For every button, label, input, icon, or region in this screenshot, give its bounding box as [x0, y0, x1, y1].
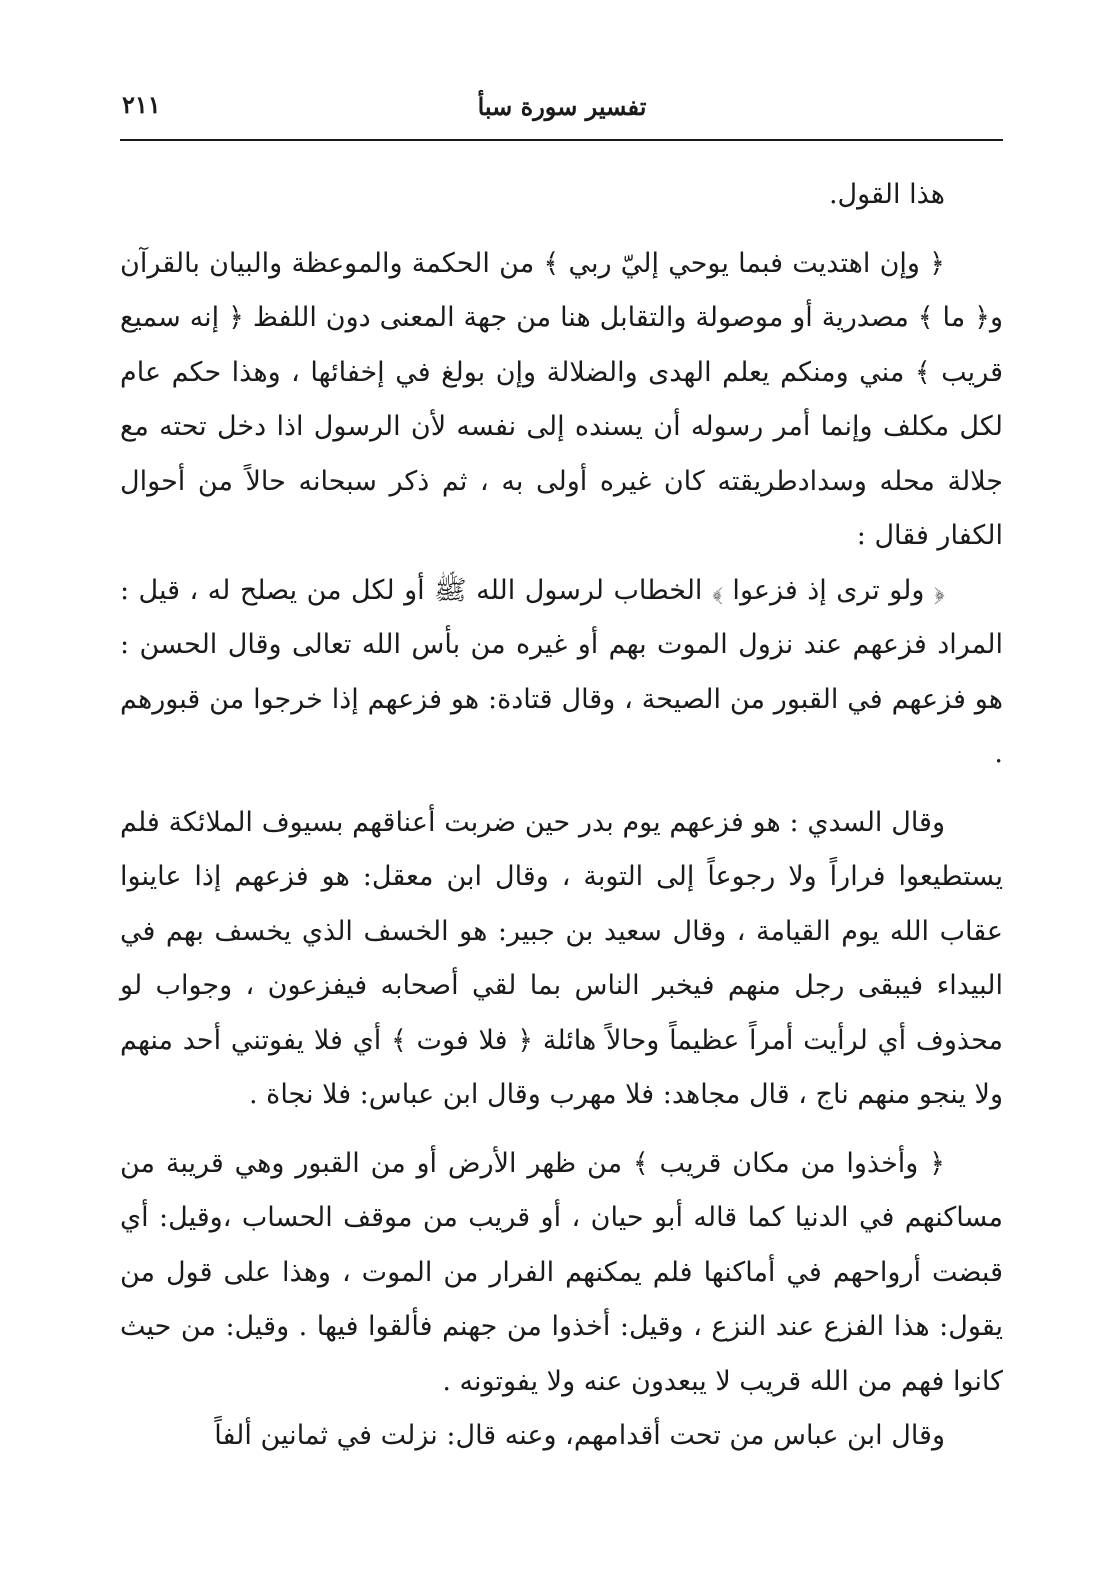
running-head — [122, 88, 1002, 132]
paragraph-ibn-abbas: وقال ابن عباس من تحت أقدامهم، وعنه قال: نزلت في ثمانين ألفاً — [214, 1420, 945, 1451]
commentary-body — [120, 168, 1003, 1464]
page-number: ٢١١ — [122, 90, 161, 119]
header-divider — [120, 139, 1003, 141]
paragraph-seized: ﴿ وأخذوا من مكان قريب ﴾ من ظهر الأرض أو من القبور وهي قريبة من مساكنهم في الدنيا كما قاله أبو حيان ، أو قريب من موقف الحساب ،وقيل: أي قبضت أرواحهم في أماكنها فلم يمكنهم الفرار من الموت ، وهذا على قول من يقول: هذا الفزع عند النزع ، وقيل: أخذوا من جهنم فألقوا فيها . وقيل: من حيث كانوا فهم من الله قريب لا يبعدون عنه ولا يفوتونه . — [120, 1147, 1003, 1397]
paragraph-suddi: وقال السدي : هو فزعهم يوم بدر حين ضربت أعناقهم بسيوف الملائكة فلم يستطيعوا فراراً ولا رجوعاً إلى التوبة ، وقال ابن معقل: هو فزعهم إذا عاينوا عقاب الله يوم القيامة ، وقال سعيد بن جبير: هو الخسف الذي يخسف بهم في البيداء فيبقى رجل منهم فيخبر الناس بما لقي أصحابه فيفزعون ، وجواب لو محذوف أي لرأيت أمراً عظيماً وحالاً هائلة ﴿ فلا فوت ﴾ أي فلا يفوتني أحد منهم ولا ينجو منهم ناج ، قال مجاهد: فلا مهرب وقال ابن عباس: فلا نجاة . — [120, 806, 1003, 1110]
page-title: تفسير سورة سبأ — [477, 92, 647, 121]
paragraph-guidance: ﴿ وإن اهتديت فبما يوحي إليّ ربي ﴾ من الحكمة والموعظة والبيان بالقرآن و﴿ ما ﴾ مصدرية أو موصولة والتقابل هنا من جهة المعنى دون اللفظ ﴿ إنه سميع قريب ﴾ مني ومنكم يعلم الهدى والضلالة وإن بولغ في إخفائها ، وهذا حكم عام لكل مكلف وإنما أمر رسوله أن يسنده إلى نفسه لأن الرسول اذا دخل تحته مع جلالة محله وسدادطريقته كان غيره أولى به ، ثم ذكر سبحانه حالاً من أحوال الكفار فقال : — [120, 247, 1003, 551]
paragraph-continuation: هذا القول. — [828, 179, 945, 210]
paragraph-terror: ﴿ ولو ترى إذ فزعوا ﴾ الخطاب لرسول الله ﷺ أو لكل من يصلح له ، قيل : المراد فزعهم عند نزول الموت بهم أو غيره من بأس الله تعالى وقال الحسن : هو فزعهم في القبور من الصيحة ، وقال قتادة: هو فزعهم إذا خرجوا من قبورهم . — [120, 574, 1003, 769]
